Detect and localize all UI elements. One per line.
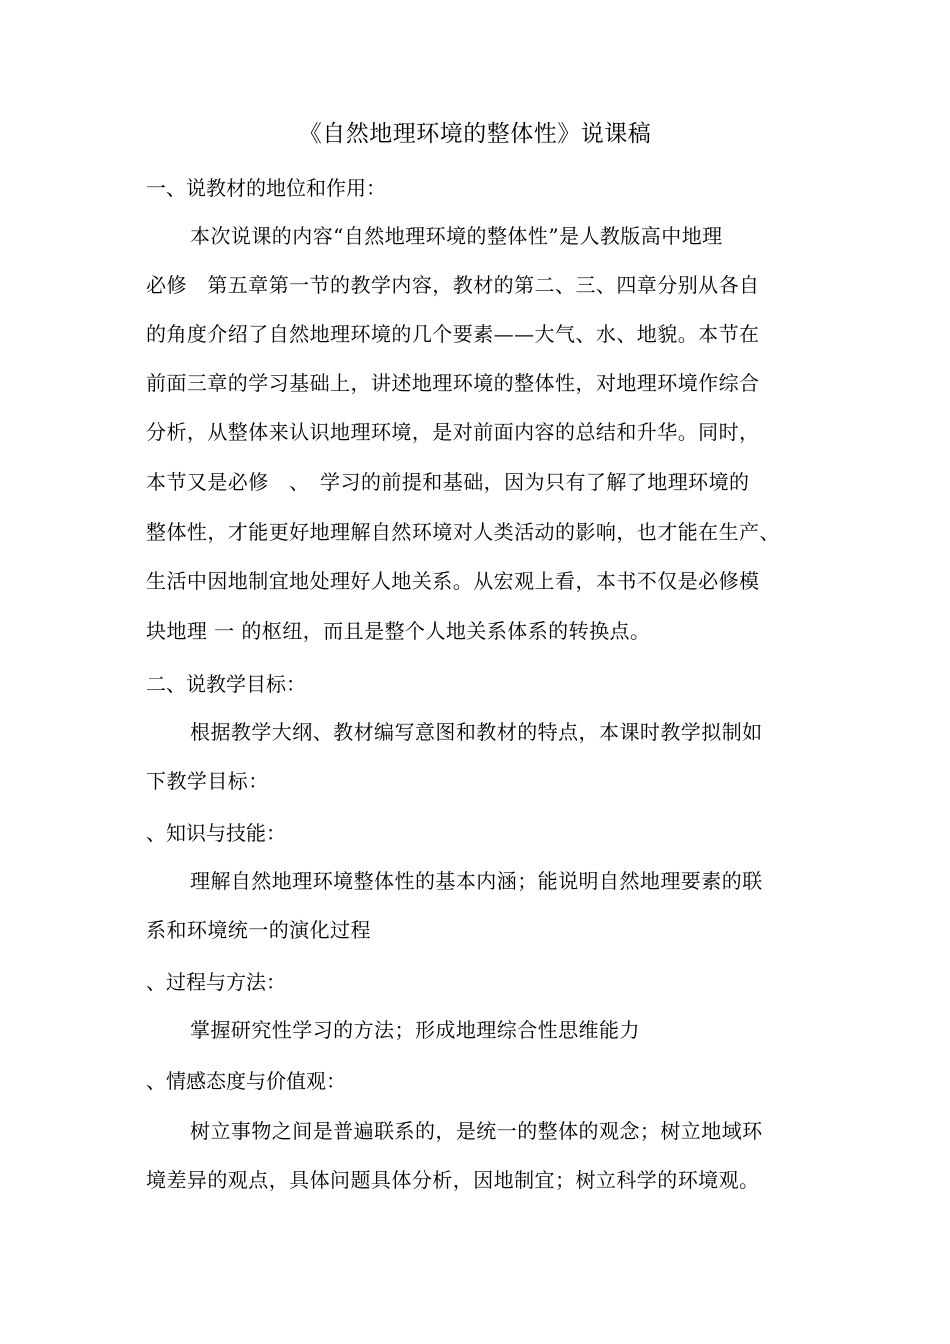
section-2-heading: 二、说教学目标： [146, 672, 306, 696]
paragraph-line: 树立事物之间是普遍联系的，是统一的整体的观念；树立地域环 [190, 1119, 763, 1143]
paragraph-line: 的角度介绍了自然地理环境的几个要素——大气、水、地貌。本节在 [146, 322, 760, 346]
paragraph-line: 根据教学大纲、教材编写意图和教材的特点，本课时教学拟制如 [190, 720, 763, 744]
section-1-heading: 一、说教材的地位和作用： [146, 176, 386, 200]
paragraph-line: 境差异的观点，具体问题具体分析，因地制宜；树立科学的环境观。 [146, 1168, 760, 1192]
paragraph-line: 本次说课的内容“自然地理环境的整体性”是人教版高中地理 [190, 224, 723, 248]
paragraph-line: 系和环境统一的演化过程 [146, 918, 371, 942]
document-title: 《自然地理环境的整体性》说课稿 [298, 121, 652, 147]
paragraph-line: 本节又是必修 、 学习的前提和基础，因为只有了解了地理环境的 [146, 470, 750, 494]
subsection-attitude-label: 、情感态度与价值观： [146, 1069, 346, 1093]
paragraph-line: 块地理 一 的枢纽，而且是整个人地关系体系的转换点。 [146, 619, 651, 643]
paragraph-line: 分析，从整体来认识地理环境，是对前面内容的总结和升华。同时， [146, 420, 760, 444]
paragraph-line: 整体性，才能更好地理解自然环境对人类活动的影响，也才能在生产、 [146, 520, 780, 544]
paragraph-line: 前面三章的学习基础上，讲述地理环境的整体性，对地理环境作综合 [146, 371, 760, 395]
paragraph-line: 下教学目标： [146, 769, 269, 793]
paragraph-line: 理解自然地理环境整体性的基本内涵；能说明自然地理要素的联 [190, 869, 763, 893]
subsection-process-label: 、过程与方法： [146, 970, 286, 994]
paragraph-line: 必修 第五章第一节的教学内容，教材的第二、三、四章分别从各自 [146, 273, 760, 297]
paragraph-line: 生活中因地制宜地处理好人地关系。从宏观上看，本书不仅是必修模 [146, 569, 760, 593]
subsection-knowledge-label: 、知识与技能： [146, 821, 286, 845]
paragraph-line: 掌握研究性学习的方法；形成地理综合性思维能力 [190, 1018, 640, 1042]
